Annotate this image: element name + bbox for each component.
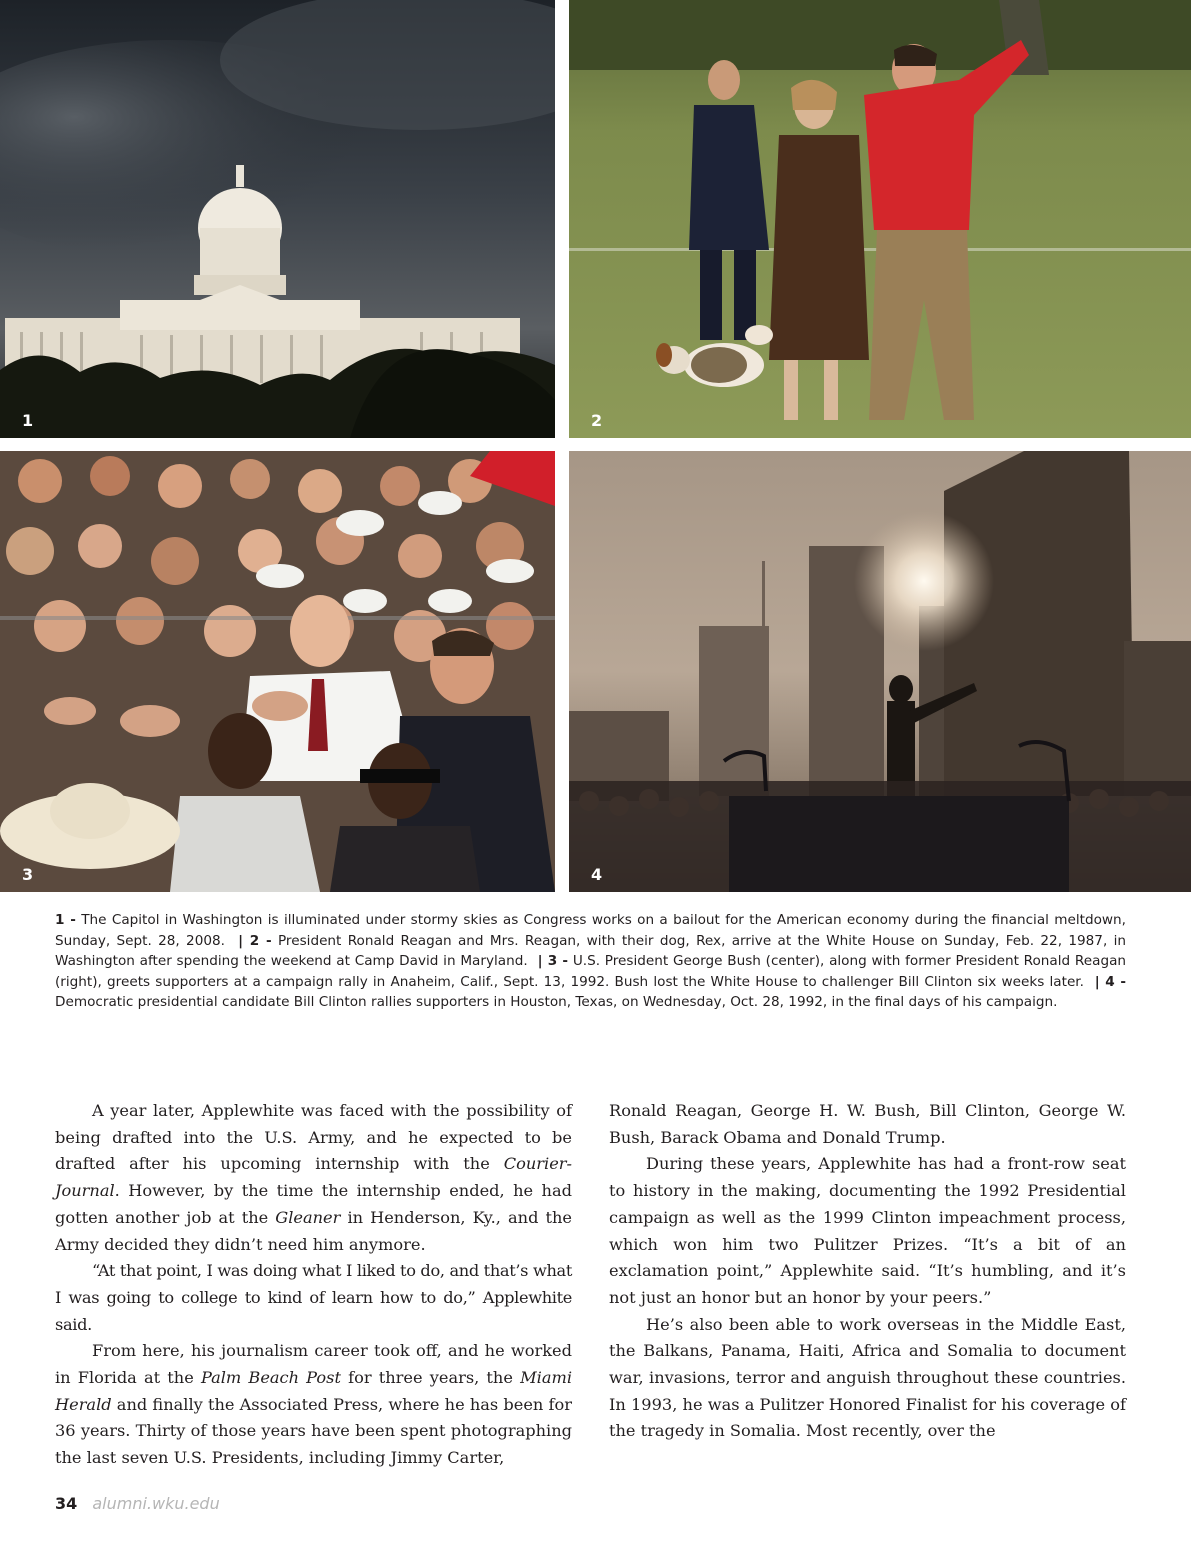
publication-name: Miami Herald bbox=[55, 1368, 573, 1414]
caption-separator: | bbox=[231, 932, 250, 949]
caption-text: President Ronald Reagan and Mrs. Reagan, with their dog, Rex, arrive at the White House on Sunday, Feb. 22, 1987, in Washington after spending the weekend at Camp David in Maryland. bbox=[55, 932, 1126, 970]
article-text: A year later, Applewhite was faced with the possibility of being drafted into the U.S. Army, and he expected to be drafted after his upcoming internship with the bbox=[55, 1101, 572, 1174]
page-number: 34 bbox=[55, 1494, 78, 1513]
photo-reagans-lawn bbox=[569, 0, 1191, 438]
page-footer bbox=[55, 1494, 220, 1513]
publication-name: Gleaner bbox=[275, 1207, 341, 1227]
photo-reagans-image bbox=[569, 0, 1191, 438]
article-text: in Henderson, Ky., and the Army decided they didn’t need him anymore. bbox=[55, 1207, 573, 1254]
caption-number: 1 - bbox=[55, 912, 76, 928]
article-text: . However, by the time the internship ended, he had gotten another job at the bbox=[55, 1181, 572, 1227]
article-paragraph bbox=[55, 1338, 572, 1472]
article-paragraph bbox=[55, 1098, 572, 1258]
article-paragraph: He’s also been able to work overseas in the Middle East, the Balkans, Panama, Haiti, Africa and Somalia to document war, invasions, terror and anguish throughout these countries. In 1993, he was a Pulitzer Honored Finalist for his coverage of the tragedy in Somalia. Most recently, over the bbox=[609, 1314, 1126, 1441]
article-text: for three years, the bbox=[340, 1368, 521, 1388]
caption-number: 3 - bbox=[547, 953, 569, 970]
photo-number: 3 bbox=[22, 865, 34, 884]
photo-houston-image bbox=[569, 451, 1191, 892]
article-paragraph: “At that point, I was doing what I liked to do, and that’s what I was going to college to kind of learn how to do,” Applewhite said. bbox=[55, 1261, 572, 1334]
publication-name: Courier-Journal bbox=[55, 1154, 572, 1201]
article-text: From here, his journalism career took off, and he worked in Florida at the bbox=[55, 1341, 572, 1388]
caption-separator: | bbox=[1089, 973, 1106, 990]
article-column-right bbox=[609, 1098, 1126, 1445]
photo-number: 1 bbox=[22, 411, 34, 430]
footer-url[interactable]: alumni.wku.edu bbox=[92, 1494, 220, 1513]
caption-text: Democratic presidential candidate Bill Clinton rallies supporters in Houston, Texas, on Wednesday, Oct. 28, 1992, in the final days of his campaign. bbox=[55, 994, 1058, 1011]
photo-capitol-image bbox=[0, 0, 555, 438]
photo-number: 4 bbox=[591, 865, 603, 884]
caption-text: The Capitol in Washington is illuminated under stormy skies as Congress works on a bailout for the American economy during the financial meltdown, Sunday, Sept. 28, 2008. bbox=[55, 912, 1126, 949]
article-paragraph: During these years, Applewhite has had a front-row seat to history in the making, documenting the 1992 Presidential campaign as well as the 1999 Clinton impeachment process, which won him two Pulitzer Prizes. “It’s a bit of an exclamation point,” Applewhite said. “It’s humbling, and it’s not just an honor but an honor by your peers.” bbox=[609, 1154, 1126, 1307]
photo-houston-rally bbox=[569, 451, 1191, 892]
article-text: and finally the Associated Press, where he has been for 36 years. Thirty of those years have been spent photographing the last seven U.S. Presidents, including Jimmy Carter, bbox=[55, 1394, 572, 1468]
photo-number: 2 bbox=[591, 411, 603, 430]
caption-text: U.S. President George Bush (center), along with former President Ronald Reagan (right), greets supporters at a campaign rally in Anaheim, Calif., Sept. 13, 1992. Bush lost the White House to challenger Bill Clinton six weeks later. bbox=[55, 953, 1127, 990]
caption-separator: | bbox=[532, 953, 548, 970]
photo-captions bbox=[55, 910, 1126, 1013]
photo-rally-image bbox=[0, 451, 555, 892]
photo-capitol bbox=[0, 0, 555, 438]
publication-name: Palm Beach Post bbox=[200, 1368, 341, 1388]
article-column-left bbox=[55, 1098, 572, 1472]
caption-number: 4 - bbox=[1105, 973, 1126, 990]
caption-number: 2 - bbox=[249, 932, 272, 949]
article-paragraph-continued: Ronald Reagan, George H. W. Bush, Bill Clinton, George W. Bush, Barack Obama and Donald Trump. bbox=[609, 1101, 1126, 1147]
photo-campaign-rally bbox=[0, 451, 555, 892]
